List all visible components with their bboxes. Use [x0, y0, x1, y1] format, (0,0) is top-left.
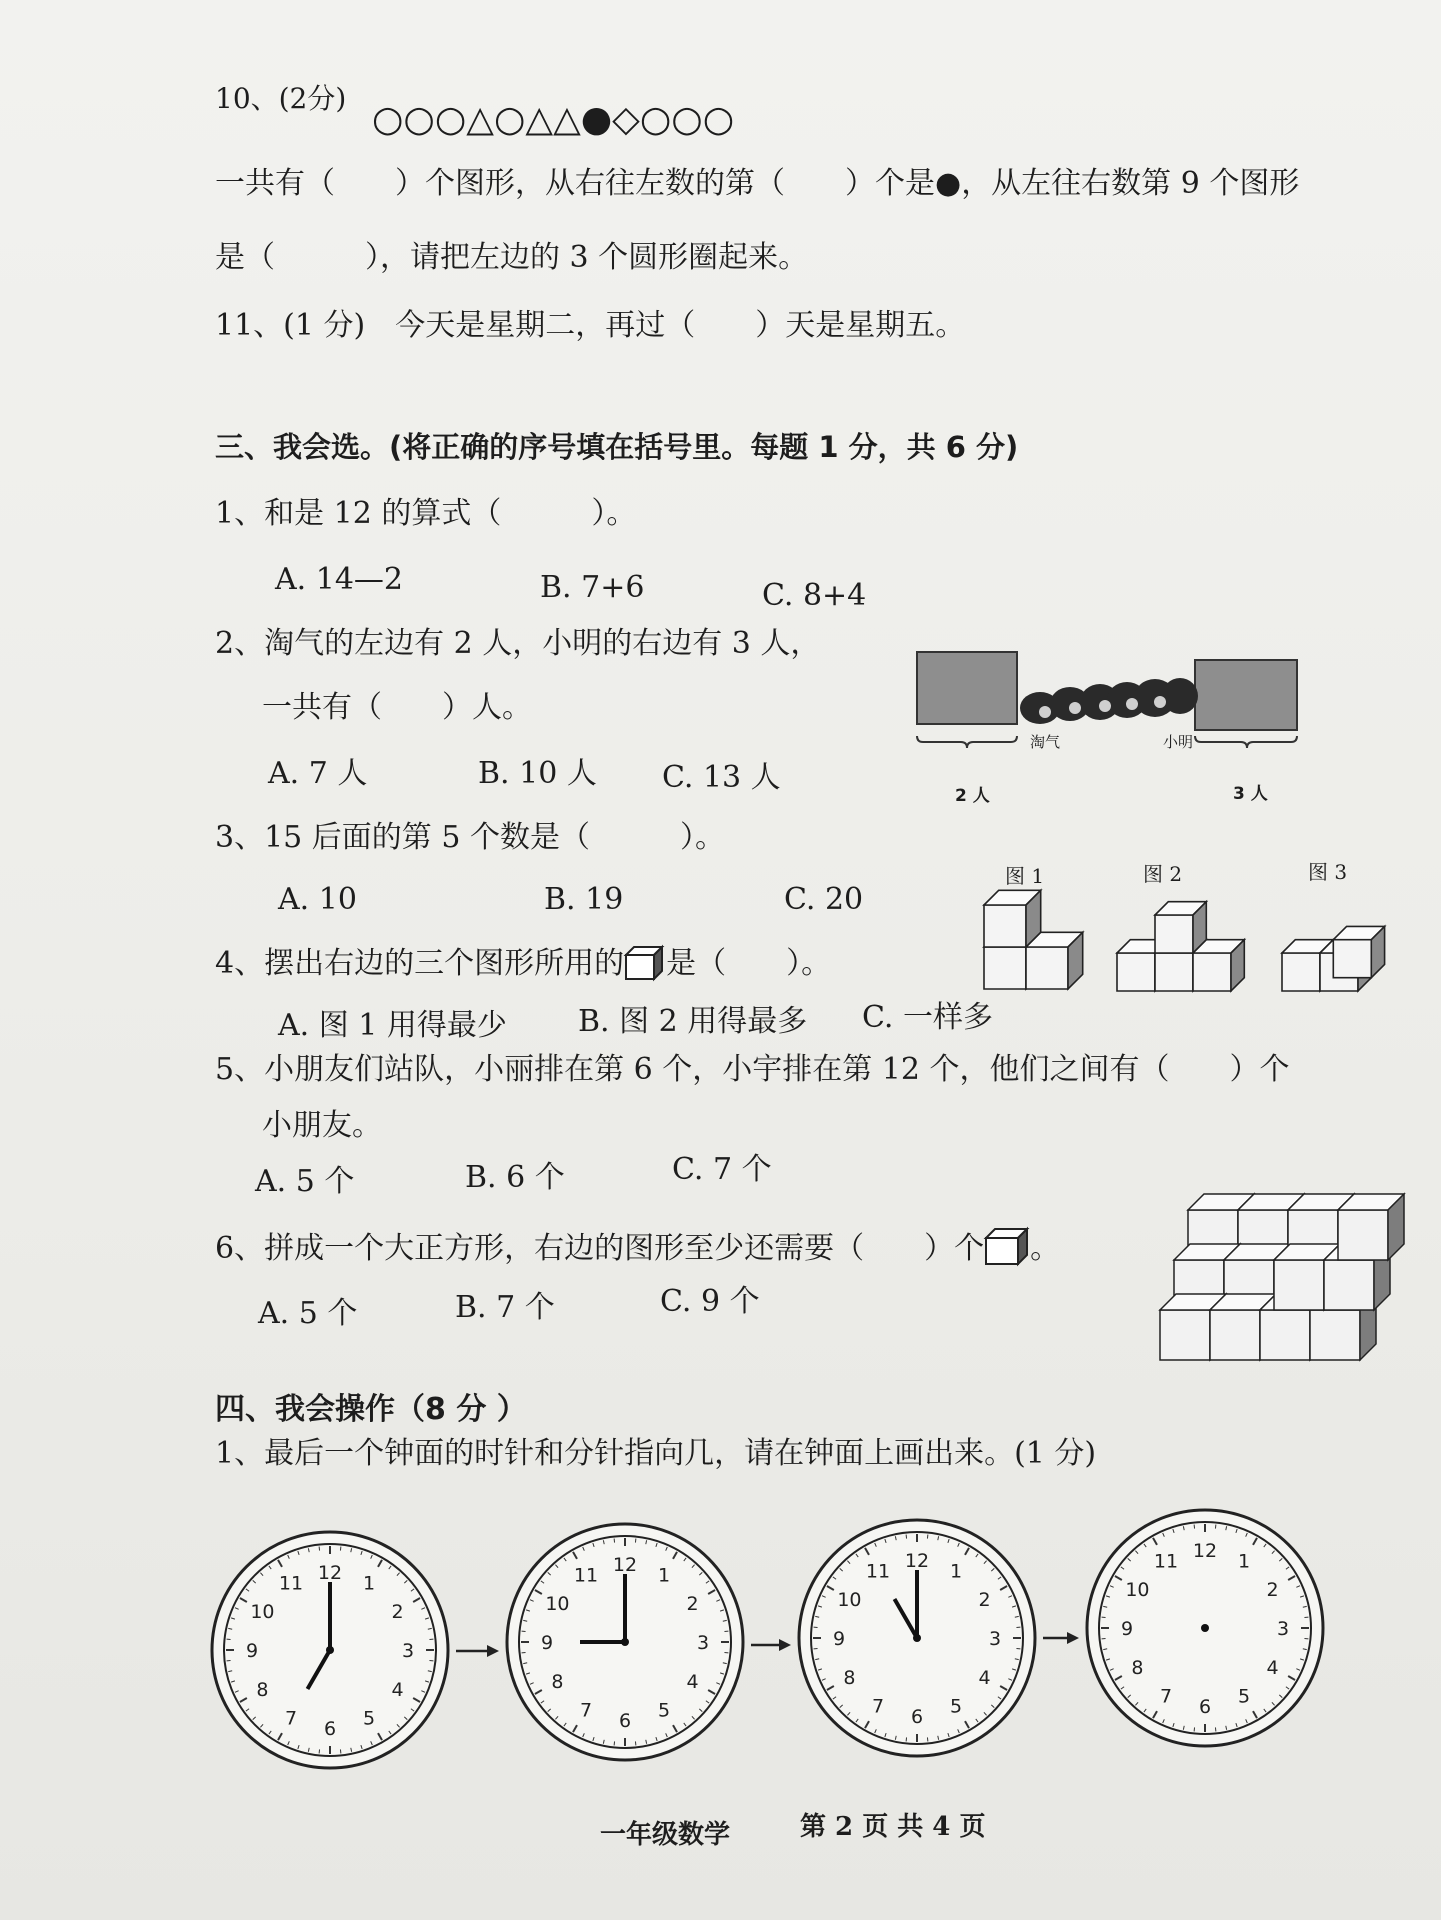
s3-q5-option-b: B. 6 个: [465, 1160, 565, 1195]
clock-number: 10: [250, 1601, 275, 1623]
s3-q3-option-b: B. 19: [544, 882, 624, 917]
clock-number: 3: [1276, 1618, 1290, 1640]
s3-q2-option-c: C. 13 人: [662, 760, 781, 795]
s3-q5-line1: 5、小朋友们站队，小丽排在第 6 个，小宇排在第 12 个，他们之间有（ ）个: [215, 1052, 1290, 1087]
clock-number: 7: [1159, 1685, 1173, 1708]
clock-number: 12: [612, 1554, 638, 1576]
arrow-right-icon: [751, 1639, 791, 1651]
q10-shape-11: ○: [671, 99, 703, 140]
clock-number: 10: [837, 1589, 862, 1611]
s3-q3-option-c: C. 20: [784, 882, 864, 917]
clock-number: 4: [391, 1679, 404, 1701]
s4-q1-text: 1、最后一个钟面的时针和分针指向几，请在钟面上画出来。(1 分): [215, 1436, 1097, 1471]
clock-face-1: [212, 1532, 448, 1768]
arrow-right-icon: [456, 1645, 499, 1657]
s3-q4-line: [215, 945, 831, 982]
s3-q5-option-a: A. 5 个: [255, 1164, 355, 1199]
clock-number: 10: [1125, 1579, 1150, 1601]
clock-number: 4: [978, 1667, 991, 1689]
fig2-label: 图 2: [1143, 862, 1183, 886]
s3-q4-option-c: C. 一样多: [862, 1000, 993, 1035]
clock-number: 11: [278, 1572, 304, 1595]
clock-number: 1: [657, 1564, 671, 1587]
section3-title: 三、我会选。(将正确的序号填在括号里。每题 1 分，共 6 分): [215, 430, 1019, 464]
clock-sequence: [205, 1520, 1325, 1780]
clock-number: 2: [1266, 1579, 1279, 1601]
clock-number: 11: [865, 1560, 891, 1583]
clock-number: 6: [618, 1710, 632, 1732]
clock-number: 4: [686, 1671, 699, 1693]
q10-shape-1: ○: [372, 99, 404, 140]
queue-count-right: 3 人: [1233, 784, 1268, 804]
s3-q2-line2: 一共有（ ）人。: [262, 690, 532, 725]
fig3-label: 图 3: [1308, 860, 1348, 884]
clock-number: 6: [1198, 1696, 1212, 1718]
cube-icon: [624, 945, 666, 981]
q10-shape-5: ○: [493, 99, 526, 140]
clock-number: 9: [832, 1628, 846, 1650]
cube-icon: [984, 1226, 1030, 1266]
s3-q2-option-a: A. 7 人: [268, 756, 368, 791]
q10-shape-4: △: [466, 99, 494, 140]
q10-shape-10: ○: [639, 99, 672, 140]
s3-q4-option-b: B. 图 2 用得最多: [578, 1004, 808, 1039]
s3-q2-line1: 2、淘气的左边有 2 人，小明的右边有 3 人，: [215, 626, 821, 661]
arrow-right-icon: [1043, 1632, 1079, 1644]
footer-page: 第 2 页 共 4 页: [800, 1812, 986, 1842]
clock-number: 11: [573, 1564, 599, 1587]
clock-number: 9: [540, 1632, 554, 1654]
clock-number: 9: [245, 1640, 259, 1662]
q10-line2: 是（ ），请把左边的 3 个圆形圈起来。: [215, 240, 809, 275]
clock-number: 11: [1153, 1550, 1179, 1573]
clock-number: 8: [843, 1667, 856, 1689]
clock-number: 3: [696, 1632, 710, 1654]
s3-q1-text: 1、和是 12 的算式（ ）。: [215, 496, 637, 531]
s3-q6-text-after: 。: [1030, 1231, 1061, 1266]
cube-figure-1: [980, 895, 1090, 995]
q10-prefix: 10、(2分): [215, 82, 347, 115]
q10-shape-2: ○: [403, 99, 435, 140]
s3-q1-option-b: B. 7+6: [540, 570, 645, 605]
s3-q4-text-after: 是（ ）。: [666, 946, 832, 981]
clock-face-3: [799, 1520, 1035, 1756]
clock-number: 5: [1237, 1685, 1251, 1708]
clock-number: 8: [256, 1679, 269, 1701]
q10-shape-12: ○: [702, 99, 735, 140]
clock-number: 5: [949, 1695, 963, 1718]
s3-q4-option-a: A. 图 1 用得最少: [278, 1008, 507, 1043]
q10-shape-9: ◇: [612, 99, 640, 140]
q10-shape-6: △: [525, 99, 554, 140]
q11-text: 11、(1 分) 今天是星期二，再过（ ）天是星期五。: [215, 308, 966, 343]
s3-q6-line: [215, 1226, 1060, 1267]
s3-q6-option-a: A. 5 个: [258, 1296, 358, 1331]
filled-circle-icon: ●: [935, 166, 962, 201]
clock-number: 3: [988, 1628, 1002, 1650]
cube-stack-figure: [1158, 1150, 1358, 1365]
fig1-label: 图 1: [1005, 864, 1045, 888]
footer-subject: 一年级数学: [600, 1820, 731, 1850]
queue-label-xiaoming: 小明: [1163, 733, 1194, 751]
queue-count-left: 2 人: [955, 786, 990, 806]
clock-number: 8: [1131, 1657, 1144, 1679]
clock-number: 2: [391, 1601, 404, 1623]
clock-number: 12: [317, 1562, 343, 1584]
clock-number: 7: [871, 1695, 885, 1718]
s3-q3-text: 3、15 后面的第 5 个数是（ ）。: [215, 820, 725, 855]
q10-shape-3: ○: [434, 99, 467, 140]
s3-q6-text-before: 6、拼成一个大正方形，右边的图形至少还需要（ ）个: [215, 1231, 985, 1266]
clock-number: 2: [686, 1593, 699, 1615]
q10-shape-7: △: [553, 99, 581, 140]
clock-number: 6: [910, 1706, 924, 1728]
s3-q5-line2: 小朋友。: [262, 1108, 382, 1143]
clock-number: 2: [978, 1589, 991, 1611]
clock-number: 7: [284, 1707, 298, 1730]
clock-number: 8: [551, 1671, 564, 1693]
clock-face-2: [507, 1524, 743, 1760]
clock-number: 5: [362, 1707, 376, 1730]
clock-number: 12: [1192, 1540, 1218, 1562]
s3-q1-option-c: C. 8+4: [762, 578, 867, 613]
s3-q1-option-a: A. 14—2: [275, 562, 403, 597]
s3-q6-option-c: C. 9 个: [660, 1284, 760, 1319]
clock-number: 5: [657, 1699, 671, 1722]
q10-shape-sequence: [372, 98, 734, 141]
clock-number: 4: [1266, 1657, 1279, 1679]
s3-q5-option-c: C. 7 个: [672, 1152, 772, 1187]
q10-line1: [215, 166, 1299, 202]
s3-q2-option-b: B. 10 人: [478, 756, 597, 791]
clock-face-4[interactable]: [1087, 1510, 1323, 1746]
clock-number: 1: [1237, 1550, 1251, 1573]
clock-number: 7: [579, 1699, 593, 1722]
clock-number: 6: [323, 1718, 337, 1740]
clock-number: 1: [362, 1572, 376, 1595]
queue-label-taoqi: 淘气: [1030, 733, 1061, 751]
clock-number: 3: [401, 1640, 415, 1662]
s3-q4-text-before: 4、摆出右边的三个图形所用的: [215, 946, 625, 981]
s3-q3-option-a: A. 10: [278, 882, 357, 917]
cube-figure-3: [1280, 915, 1390, 995]
clock-number: 10: [545, 1593, 570, 1615]
q10-line1-tail: ，从左往右数第 9 个图形: [961, 166, 1300, 201]
q10-line1-text: 一共有（ ）个图形，从右往左数的第（ ）个是: [215, 166, 935, 201]
clock-number: 1: [949, 1560, 963, 1583]
clock-number: 12: [904, 1550, 930, 1572]
s3-q6-option-b: B. 7 个: [455, 1290, 555, 1325]
q10-shape-8: ●: [580, 99, 613, 140]
section4-title: 四、我会操作（8 分 ）: [215, 1392, 527, 1427]
cube-figure-2: [1115, 905, 1245, 995]
clock-number: 9: [1120, 1618, 1134, 1640]
